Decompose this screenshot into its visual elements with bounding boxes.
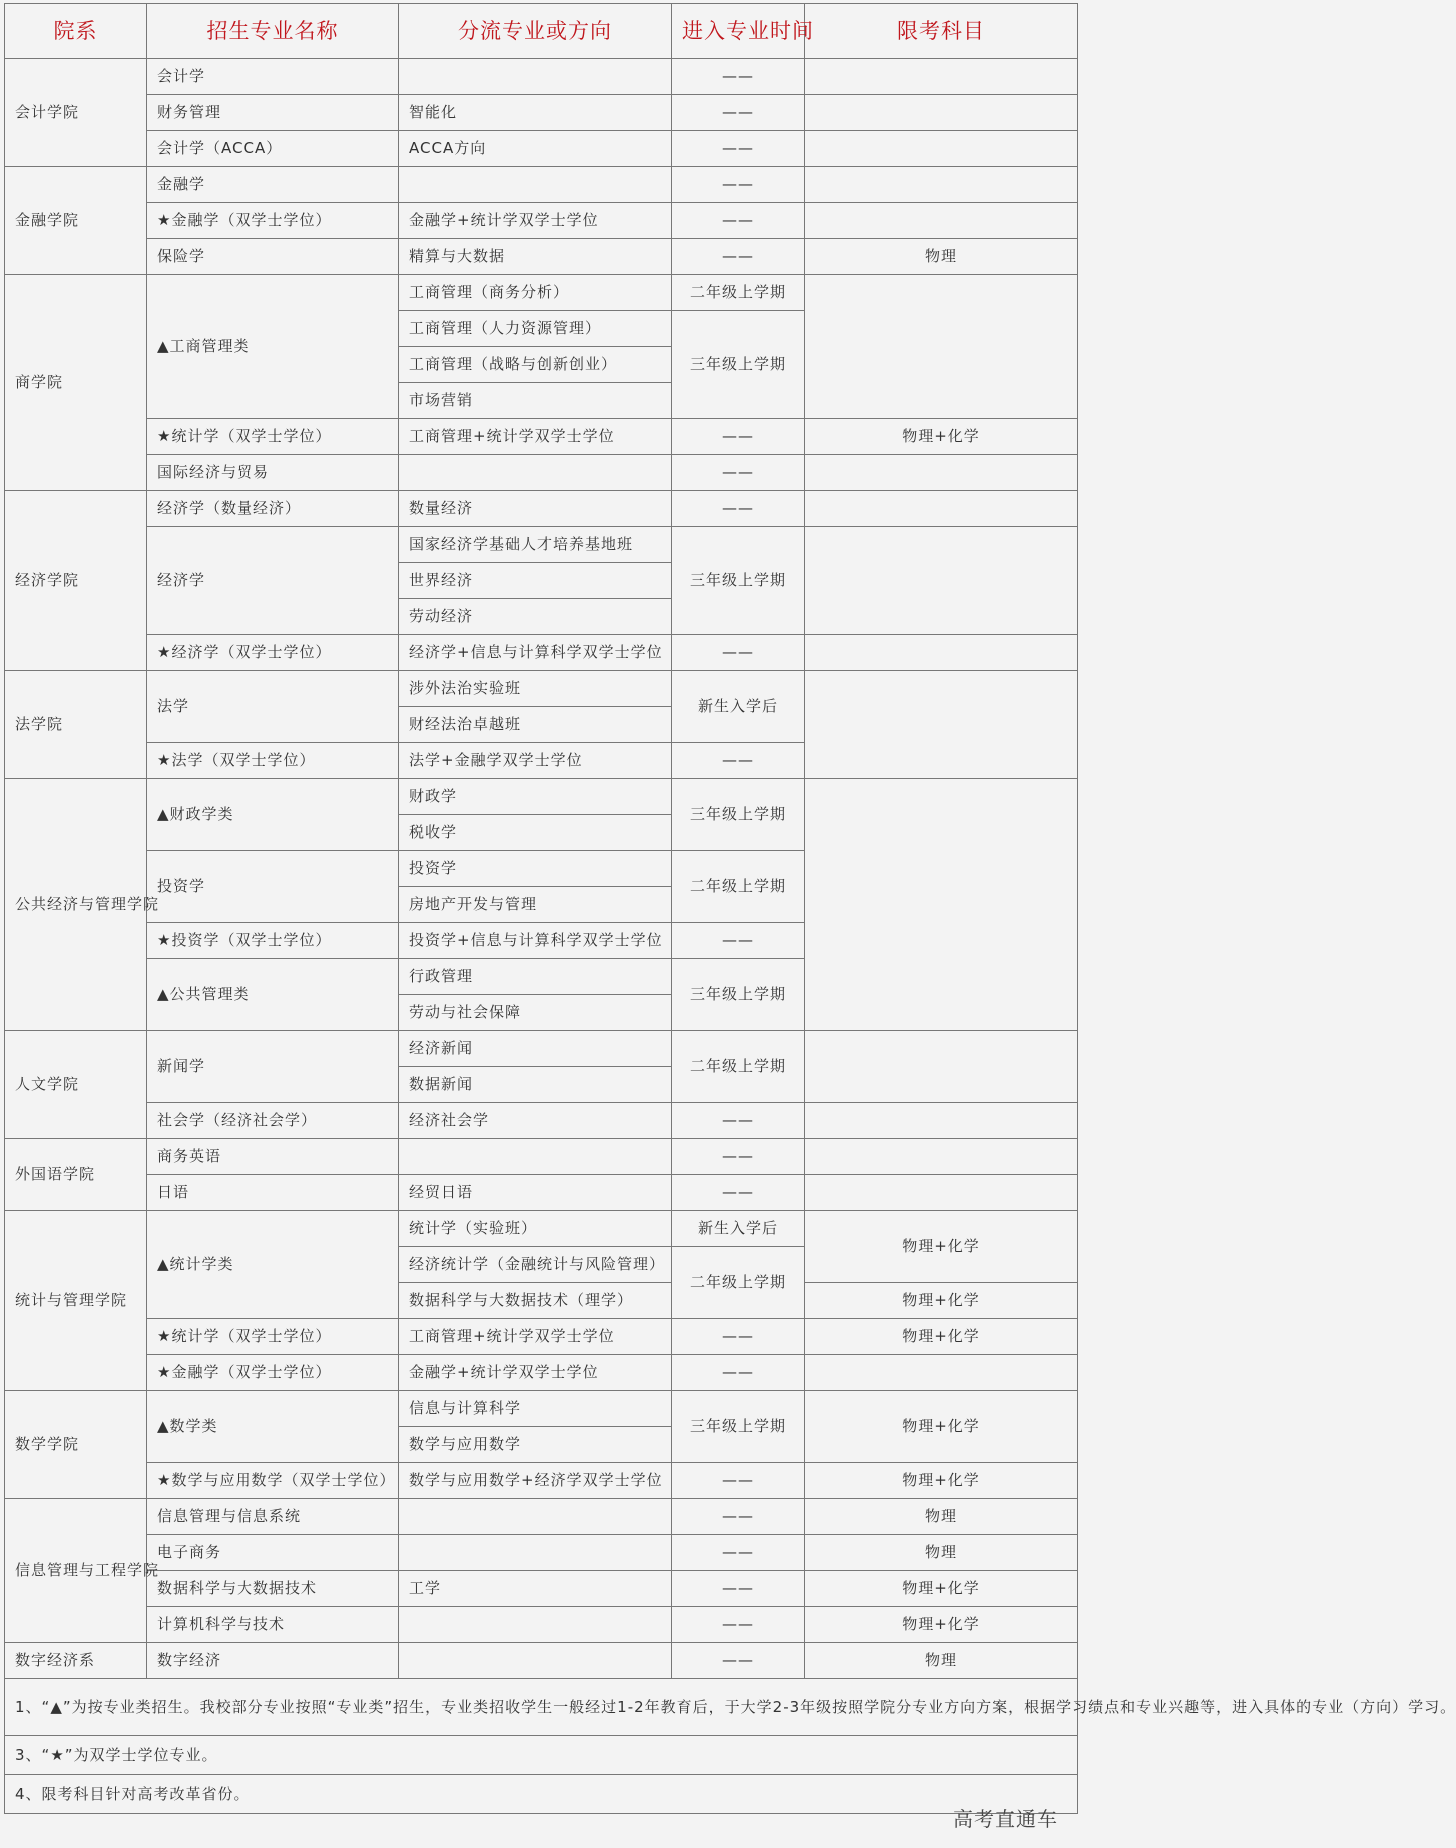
subject-cell: [805, 95, 1078, 131]
direction-cell: 经济学+信息与计算科学双学士学位: [399, 635, 672, 671]
table-row: [5, 1499, 1078, 1535]
major-cell: 信息管理与信息系统: [147, 1499, 399, 1535]
subject-cell: [805, 1175, 1078, 1211]
subject-cell: 物理: [805, 1499, 1078, 1535]
table-row: [5, 1571, 1078, 1607]
major-cell: 投资学: [147, 851, 399, 923]
subject-cell: [805, 131, 1078, 167]
entry-time-cell: ——: [672, 743, 805, 779]
major-cell: ▲统计学类: [147, 1211, 399, 1319]
direction-cell: 智能化: [399, 95, 672, 131]
entry-time-cell: 二年级上学期: [672, 1031, 805, 1103]
department-cell: 人文学院: [5, 1031, 147, 1139]
major-cell: ★数学与应用数学（双学士学位）: [147, 1463, 399, 1499]
direction-cell: 财政学: [399, 779, 672, 815]
subject-cell: [805, 527, 1078, 635]
major-cell: 国际经济与贸易: [147, 455, 399, 491]
entry-time-cell: ——: [672, 239, 805, 275]
entry-time-cell: ——: [672, 1535, 805, 1571]
direction-cell: 工商管理+统计学双学士学位: [399, 419, 672, 455]
direction-cell: 税收学: [399, 815, 672, 851]
entry-time-cell: ——: [672, 1139, 805, 1175]
major-cell: 社会学（经济社会学）: [147, 1103, 399, 1139]
table-row: [5, 635, 1078, 671]
direction-cell: 统计学（实验班）: [399, 1211, 672, 1247]
subject-cell: [805, 671, 1078, 779]
note-major-category: 1、“▲”为按专业类招生。我校部分专业按照“专业类”招生，专业类招收学生一般经过1-2年教育后，于大学2-3年级按照学院分专业方向方案，根据学习绩点和专业兴趣等，进入具体的专业（方向）学习。: [5, 1679, 1078, 1736]
major-cell: 法学: [147, 671, 399, 743]
direction-cell: [399, 1139, 672, 1175]
direction-cell: 市场营销: [399, 383, 672, 419]
entry-time-cell: ——: [672, 419, 805, 455]
table-row: [5, 1463, 1078, 1499]
major-cell: ★金融学（双学士学位）: [147, 203, 399, 239]
direction-cell: 行政管理: [399, 959, 672, 995]
entry-time-cell: ——: [672, 1499, 805, 1535]
major-cell: ▲数学类: [147, 1391, 399, 1463]
direction-cell: 金融学+统计学双学士学位: [399, 203, 672, 239]
entry-time-cell: 二年级上学期: [672, 1247, 805, 1319]
direction-cell: 数据新闻: [399, 1067, 672, 1103]
table-row: [5, 527, 1078, 563]
table-row: [5, 275, 1078, 311]
department-cell: 法学院: [5, 671, 147, 779]
direction-cell: 数学与应用数学+经济学双学士学位: [399, 1463, 672, 1499]
header-required-subjects: 限考科目: [805, 4, 1078, 59]
table-row: [5, 419, 1078, 455]
table-row: [5, 1175, 1078, 1211]
direction-cell: [399, 59, 672, 95]
table-row: [5, 167, 1078, 203]
direction-cell: 财经法治卓越班: [399, 707, 672, 743]
direction-cell: 信息与计算科学: [399, 1391, 672, 1427]
table-row: [5, 491, 1078, 527]
major-cell: 日语: [147, 1175, 399, 1211]
subject-cell: [805, 203, 1078, 239]
entry-time-cell: 三年级上学期: [672, 959, 805, 1031]
direction-cell: 数量经济: [399, 491, 672, 527]
direction-cell: 工商管理+统计学双学士学位: [399, 1319, 672, 1355]
department-cell: 公共经济与管理学院: [5, 779, 147, 1031]
entry-time-cell: 三年级上学期: [672, 311, 805, 419]
note-subject-limit: 4、限考科目针对高考改革省份。: [5, 1775, 1078, 1814]
table-row: [5, 59, 1078, 95]
subject-cell: [805, 59, 1078, 95]
major-cell: 商务英语: [147, 1139, 399, 1175]
entry-time-cell: 二年级上学期: [672, 275, 805, 311]
department-cell: 会计学院: [5, 59, 147, 167]
major-cell: 计算机科学与技术: [147, 1607, 399, 1643]
department-cell: 金融学院: [5, 167, 147, 275]
direction-cell: 经贸日语: [399, 1175, 672, 1211]
major-cell: 会计学: [147, 59, 399, 95]
subject-cell: 物理+化学: [805, 1463, 1078, 1499]
department-cell: 数字经济系: [5, 1643, 147, 1679]
direction-cell: [399, 1607, 672, 1643]
major-cell: ▲公共管理类: [147, 959, 399, 1031]
direction-cell: 工商管理（战略与创新创业）: [399, 347, 672, 383]
department-cell: 信息管理与工程学院: [5, 1499, 147, 1643]
entry-time-cell: ——: [672, 131, 805, 167]
department-cell: 数学学院: [5, 1391, 147, 1499]
direction-cell: 金融学+统计学双学士学位: [399, 1355, 672, 1391]
table-row: [5, 1319, 1078, 1355]
subject-cell: 物理+化学: [805, 1571, 1078, 1607]
major-cell: 财务管理: [147, 95, 399, 131]
direction-cell: 劳动经济: [399, 599, 672, 635]
entry-time-cell: 新生入学后: [672, 671, 805, 743]
entry-time-cell: ——: [672, 1571, 805, 1607]
major-cell: 保险学: [147, 239, 399, 275]
subject-cell: [805, 167, 1078, 203]
table-row: [5, 455, 1078, 491]
direction-cell: 房地产开发与管理: [399, 887, 672, 923]
entry-time-cell: ——: [672, 923, 805, 959]
major-cell: ▲工商管理类: [147, 275, 399, 419]
major-cell: ★统计学（双学士学位）: [147, 419, 399, 455]
entry-time-cell: ——: [672, 491, 805, 527]
direction-cell: 数学与应用数学: [399, 1427, 672, 1463]
major-cell: 新闻学: [147, 1031, 399, 1103]
direction-cell: 工学: [399, 1571, 672, 1607]
subject-cell: 物理+化学: [805, 1211, 1078, 1283]
entry-time-cell: ——: [672, 59, 805, 95]
direction-cell: 精算与大数据: [399, 239, 672, 275]
major-cell: ★金融学（双学士学位）: [147, 1355, 399, 1391]
direction-cell: [399, 455, 672, 491]
major-cell: 数字经济: [147, 1643, 399, 1679]
major-cell: 会计学（ACCA）: [147, 131, 399, 167]
subject-cell: [805, 635, 1078, 671]
entry-time-cell: ——: [672, 1643, 805, 1679]
header-entry-time: 进入专业时间: [672, 4, 805, 59]
entry-time-cell: 三年级上学期: [672, 1391, 805, 1463]
department-cell: 外国语学院: [5, 1139, 147, 1211]
department-cell: 商学院: [5, 275, 147, 491]
subject-cell: 物理+化学: [805, 1391, 1078, 1463]
table-header-row: [5, 4, 1078, 59]
entry-time-cell: ——: [672, 1463, 805, 1499]
direction-cell: 经济新闻: [399, 1031, 672, 1067]
major-cell: 数据科学与大数据技术: [147, 1571, 399, 1607]
entry-time-cell: ——: [672, 1319, 805, 1355]
subject-cell: 物理: [805, 1643, 1078, 1679]
subject-cell: [805, 491, 1078, 527]
direction-cell: 涉外法治实验班: [399, 671, 672, 707]
table-row: [5, 95, 1078, 131]
entry-time-cell: ——: [672, 1607, 805, 1643]
subject-cell: 物理+化学: [805, 1607, 1078, 1643]
table-row: [5, 1031, 1078, 1067]
entry-time-cell: ——: [672, 455, 805, 491]
subject-cell: [805, 1103, 1078, 1139]
direction-cell: [399, 167, 672, 203]
direction-cell: ACCA方向: [399, 131, 672, 167]
entry-time-cell: ——: [672, 167, 805, 203]
subject-cell: [805, 275, 1078, 419]
table-row: [5, 131, 1078, 167]
table-row: [5, 1355, 1078, 1391]
direction-cell: 劳动与社会保障: [399, 995, 672, 1031]
table-row: [5, 1391, 1078, 1427]
department-cell: 经济学院: [5, 491, 147, 671]
department-cell: 统计与管理学院: [5, 1211, 147, 1391]
entry-time-cell: 新生入学后: [672, 1211, 805, 1247]
table-row: [5, 1535, 1078, 1571]
note-double-degree: 3、“★”为双学士学位专业。: [5, 1736, 1078, 1775]
table-row: [5, 1643, 1078, 1679]
major-cell: ★统计学（双学士学位）: [147, 1319, 399, 1355]
table-row: [5, 239, 1078, 275]
direction-cell: 经济社会学: [399, 1103, 672, 1139]
note-row: [5, 1775, 1078, 1814]
entry-time-cell: 三年级上学期: [672, 779, 805, 851]
table-row: [5, 1139, 1078, 1175]
header-stream-direction: 分流专业或方向: [399, 4, 672, 59]
major-cell: 经济学（数量经济）: [147, 491, 399, 527]
direction-cell: 投资学+信息与计算科学双学士学位: [399, 923, 672, 959]
subject-cell: [805, 779, 1078, 1031]
major-cell: 金融学: [147, 167, 399, 203]
table-row: [5, 1607, 1078, 1643]
major-cell: ▲财政学类: [147, 779, 399, 851]
direction-cell: 数据科学与大数据技术（理学）: [399, 1283, 672, 1319]
subject-cell: 物理: [805, 239, 1078, 275]
major-cell: 电子商务: [147, 1535, 399, 1571]
direction-cell: 工商管理（商务分析）: [399, 275, 672, 311]
direction-cell: [399, 1643, 672, 1679]
direction-cell: 经济统计学（金融统计与风险管理）: [399, 1247, 672, 1283]
entry-time-cell: ——: [672, 95, 805, 131]
direction-cell: [399, 1499, 672, 1535]
subject-cell: [805, 455, 1078, 491]
table-row: [5, 1103, 1078, 1139]
subject-cell: [805, 1031, 1078, 1103]
entry-time-cell: ——: [672, 1175, 805, 1211]
entry-time-cell: 三年级上学期: [672, 527, 805, 635]
major-cell: ★法学（双学士学位）: [147, 743, 399, 779]
direction-cell: [399, 1535, 672, 1571]
direction-cell: 工商管理（人力资源管理）: [399, 311, 672, 347]
subject-cell: 物理+化学: [805, 419, 1078, 455]
direction-cell: 世界经济: [399, 563, 672, 599]
table-row: [5, 1211, 1078, 1247]
subject-cell: 物理+化学: [805, 1283, 1078, 1319]
subject-cell: [805, 1355, 1078, 1391]
direction-cell: 国家经济学基础人才培养基地班: [399, 527, 672, 563]
major-cell: ★经济学（双学士学位）: [147, 635, 399, 671]
note-row: [5, 1736, 1078, 1775]
admission-majors-table: [4, 3, 1456, 1814]
table-row: [5, 671, 1078, 707]
direction-cell: 法学+金融学双学士学位: [399, 743, 672, 779]
entry-time-cell: 二年级上学期: [672, 851, 805, 923]
header-major-name: 招生专业名称: [147, 4, 399, 59]
watermark-text: 高考直通车: [953, 1807, 1058, 1831]
major-cell: 经济学: [147, 527, 399, 635]
subject-cell: 物理: [805, 1535, 1078, 1571]
subject-cell: 物理+化学: [805, 1319, 1078, 1355]
table-row: [5, 203, 1078, 239]
entry-time-cell: ——: [672, 635, 805, 671]
major-cell: ★投资学（双学士学位）: [147, 923, 399, 959]
entry-time-cell: ——: [672, 1103, 805, 1139]
header-department: 院系: [5, 4, 147, 59]
entry-time-cell: ——: [672, 1355, 805, 1391]
note-row: [5, 1679, 1078, 1736]
entry-time-cell: ——: [672, 203, 805, 239]
table-row: [5, 779, 1078, 815]
subject-cell: [805, 1139, 1078, 1175]
direction-cell: 投资学: [399, 851, 672, 887]
